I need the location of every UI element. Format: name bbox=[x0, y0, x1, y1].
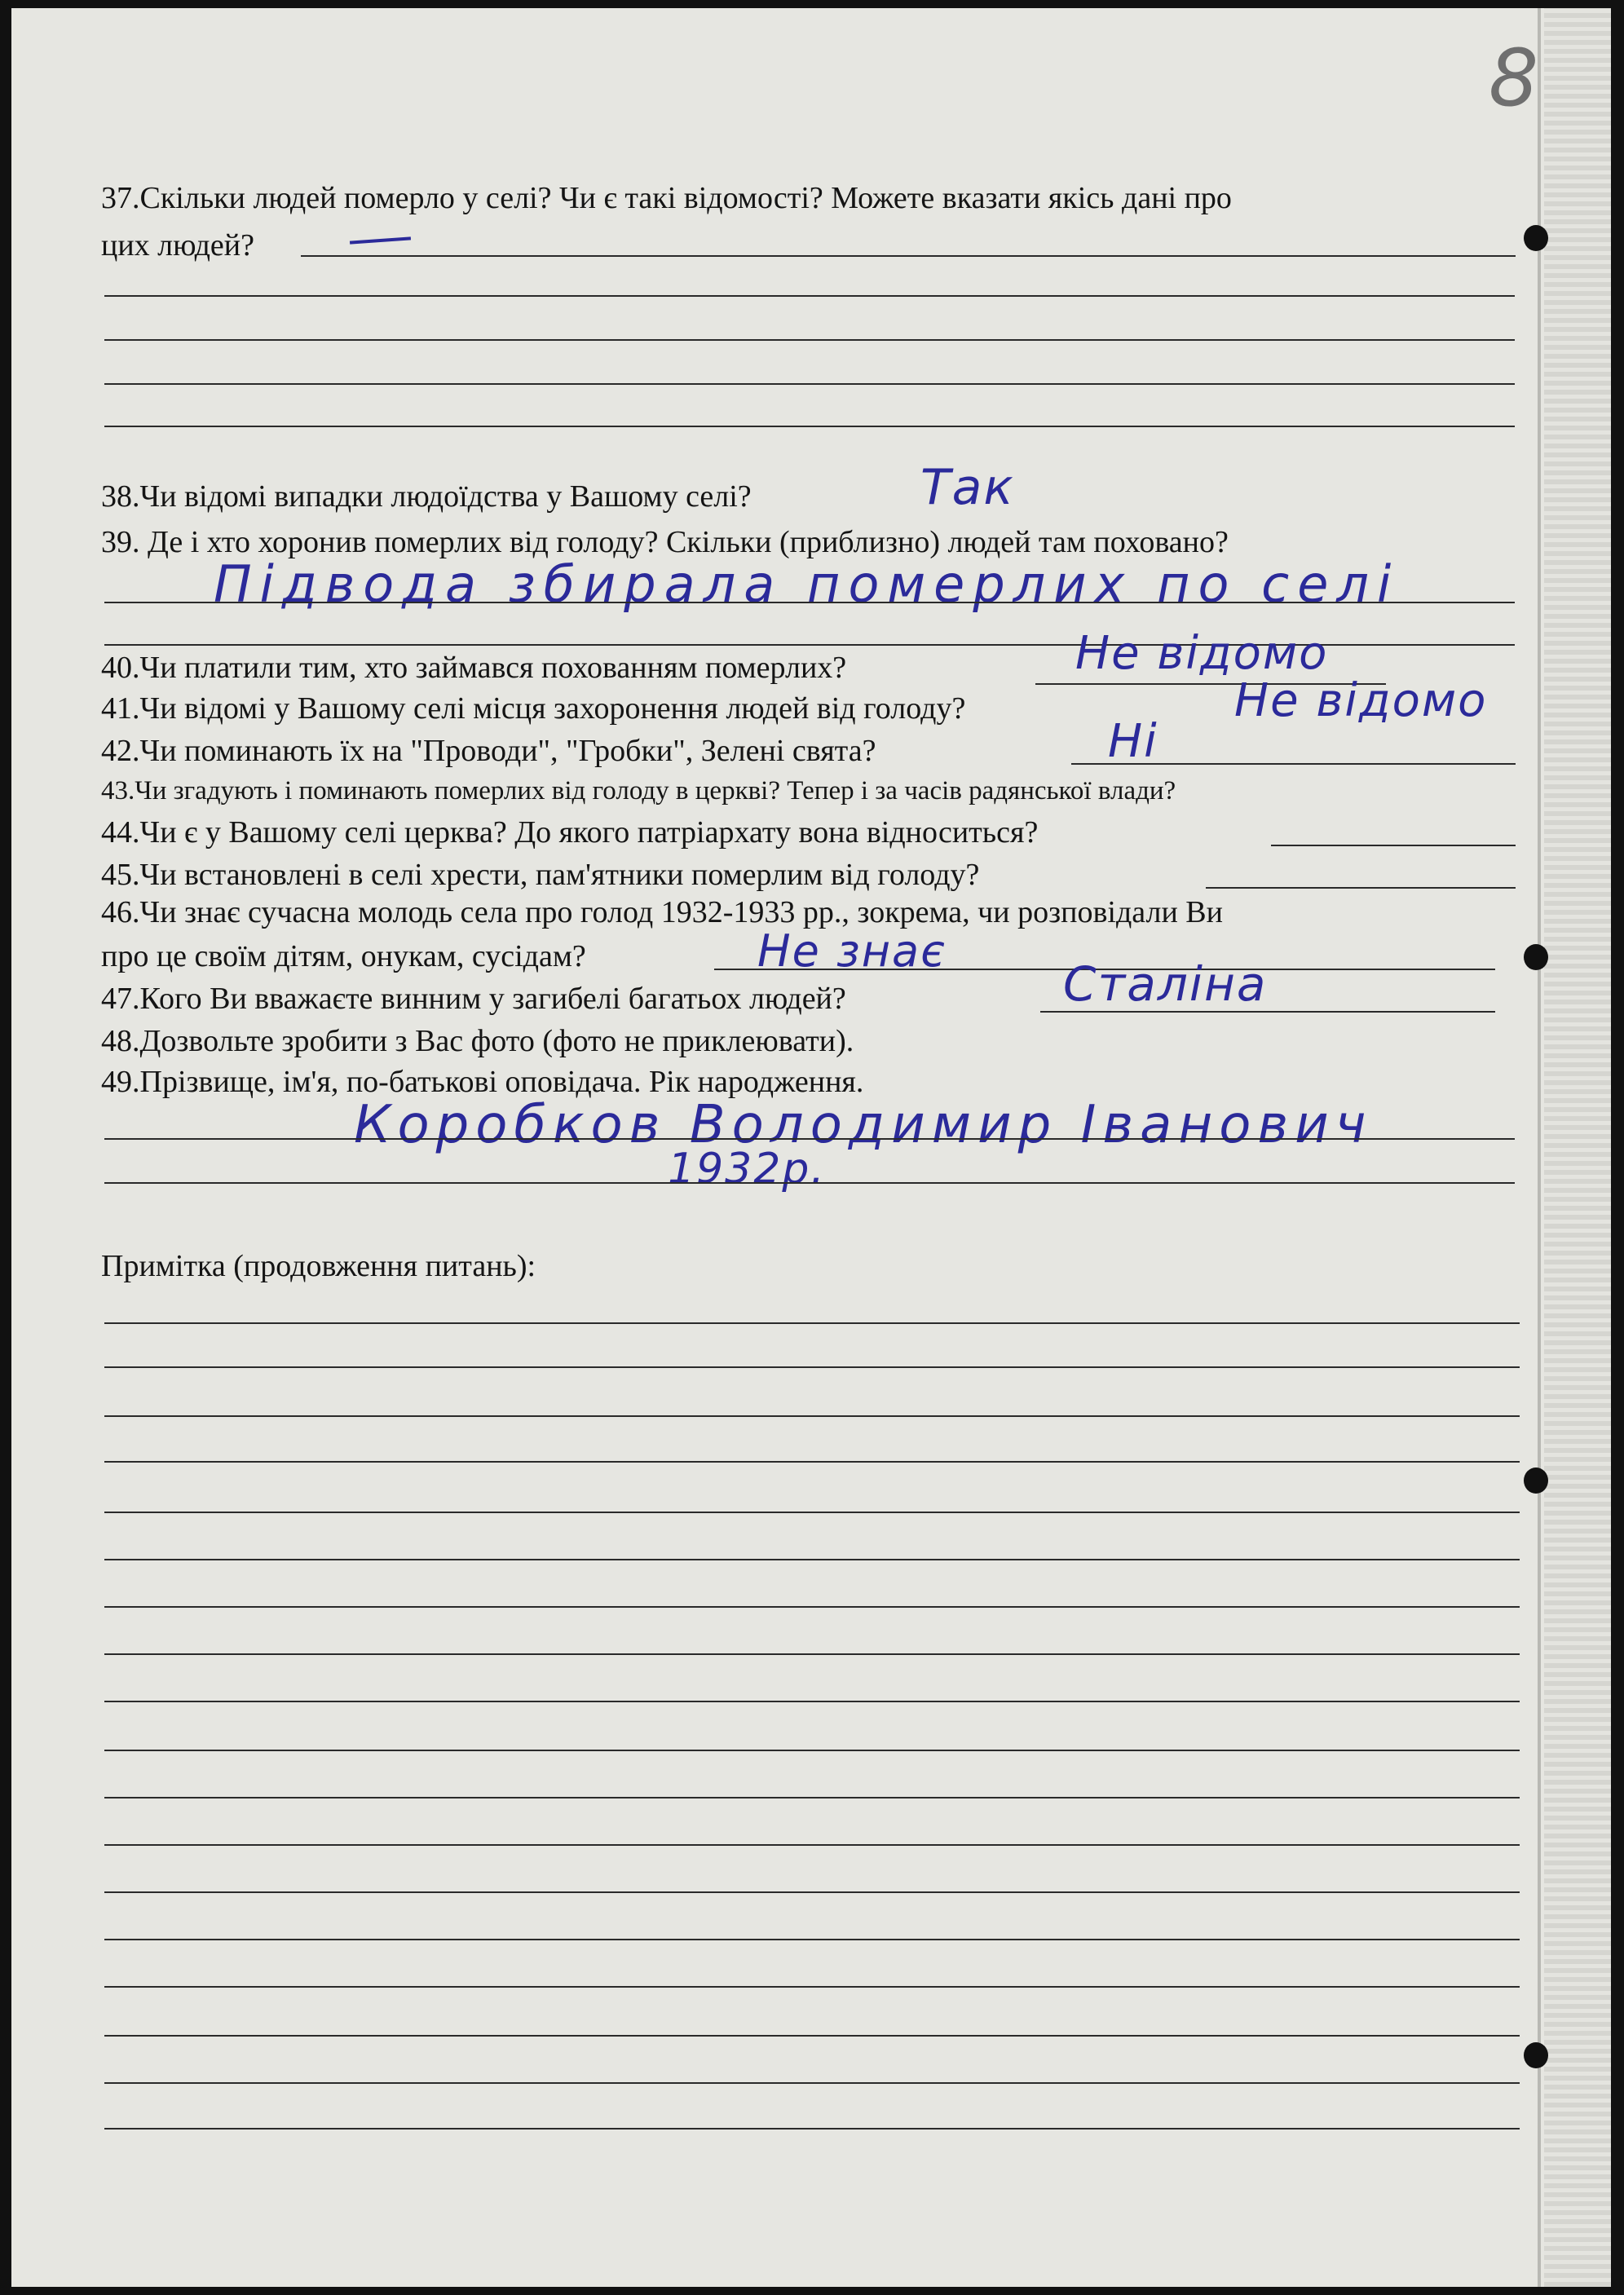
question-45: 45.Чи встановлені в селі хрести, пам'ятники померлим від голоду? bbox=[101, 858, 980, 892]
punch-hole bbox=[1524, 225, 1548, 251]
note-line bbox=[104, 2128, 1520, 2129]
answer-49-year: 1932р. bbox=[668, 1145, 826, 1194]
note-line bbox=[104, 1366, 1520, 1368]
note-line bbox=[104, 2035, 1520, 2037]
note-line bbox=[104, 1986, 1520, 1988]
answer-47: Сталіна bbox=[1063, 956, 1268, 1012]
answer-46: Не знає bbox=[757, 925, 947, 977]
question-44: 44.Чи є у Вашому селі церква? До якого патріархату вона відноситься? bbox=[101, 815, 1039, 850]
question-43: 43.Чи згадують і поминають померлих від голоду в церкві? Тепер і за часів радянської влади? bbox=[101, 776, 1176, 805]
question-42: 42.Чи поминають їх на "Проводи", "Гробки", Зелені свята? bbox=[101, 734, 876, 768]
note-line bbox=[104, 1891, 1520, 1893]
punch-hole bbox=[1524, 1467, 1548, 1494]
answer-line bbox=[1271, 845, 1516, 846]
answer-41: Не відомо bbox=[1234, 674, 1488, 727]
perforated-edge bbox=[1544, 8, 1611, 2287]
question-49: 49.Прізвище, ім'я, по-батькові оповідача. Рік народження. bbox=[101, 1065, 864, 1099]
answer-line bbox=[104, 383, 1515, 385]
note-line bbox=[104, 1750, 1520, 1751]
note-line bbox=[104, 1606, 1520, 1608]
answer-37-dash bbox=[350, 236, 411, 244]
perforation-line bbox=[1538, 8, 1541, 2287]
answer-39: Підвода збирала померлих по селі bbox=[214, 554, 1400, 614]
note-line bbox=[104, 2082, 1520, 2084]
punch-hole bbox=[1524, 2042, 1548, 2068]
answer-line bbox=[104, 426, 1515, 427]
page-number: 8 bbox=[1489, 33, 1539, 124]
question-39: 39. Де і хто хоронив померлих від голоду? Скільки (приблизно) людей там поховано? bbox=[101, 525, 1229, 559]
answer-line bbox=[104, 1182, 1515, 1184]
punch-hole bbox=[1524, 944, 1548, 970]
note-line bbox=[104, 1701, 1520, 1702]
note-line bbox=[104, 1322, 1520, 1324]
answer-line bbox=[104, 602, 1515, 603]
answer-42: Ні bbox=[1108, 715, 1158, 768]
note-label: Примітка (продовження питань): bbox=[101, 1249, 536, 1283]
note-line bbox=[104, 1559, 1520, 1560]
note-line bbox=[104, 1797, 1520, 1798]
answer-line bbox=[104, 295, 1515, 297]
answer-line bbox=[104, 339, 1515, 341]
note-line bbox=[104, 1939, 1520, 1940]
answer-49-name: Коробков Володимир Іванович bbox=[354, 1095, 1373, 1155]
note-line bbox=[104, 1653, 1520, 1655]
question-48: 48.Дозвольте зробити з Вас фото (фото не приклеювати). bbox=[101, 1024, 854, 1058]
answer-line bbox=[1206, 887, 1516, 889]
question-46-line1: 46.Чи знає сучасна молодь села про голод 1932-1933 рр., зокрема, чи розповідали Ви bbox=[101, 895, 1223, 929]
answer-38: Так bbox=[920, 459, 1015, 516]
question-38: 38.Чи відомі випадки людоїдства у Вашому селі? bbox=[101, 479, 752, 514]
question-37-line2: цих людей? bbox=[101, 228, 254, 263]
note-line bbox=[104, 1415, 1520, 1417]
question-47: 47.Кого Ви вважаєте винним у загибелі багатьох людей? bbox=[101, 982, 846, 1016]
note-line bbox=[104, 1461, 1520, 1463]
answer-line bbox=[301, 255, 1516, 257]
question-40: 40.Чи платили тим, хто займався похованням померлих? bbox=[101, 651, 847, 685]
questionnaire-page bbox=[11, 8, 1611, 2287]
answer-40: Не відомо bbox=[1075, 627, 1329, 680]
question-37-line1: 37.Скільки людей померло у селі? Чи є такі відомості? Можете вказати якісь дані про bbox=[101, 181, 1232, 215]
question-41: 41.Чи відомі у Вашому селі місця захоронення людей від голоду? bbox=[101, 691, 966, 726]
note-line bbox=[104, 1512, 1520, 1513]
answer-line bbox=[104, 1138, 1515, 1140]
question-46-line2: про це своїм дітям, онукам, сусідам? bbox=[101, 939, 586, 973]
note-line bbox=[104, 1844, 1520, 1846]
